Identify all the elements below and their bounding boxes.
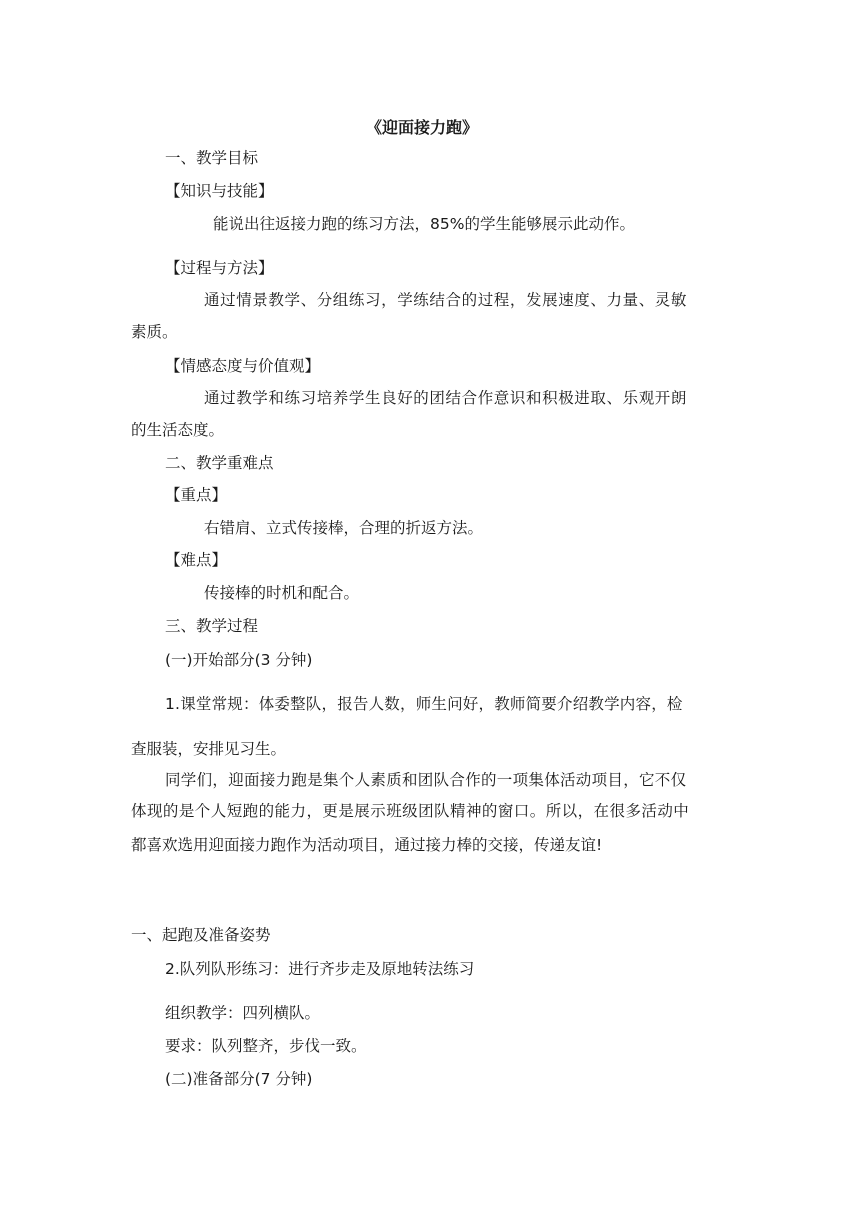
- paragraph-line: 组织教学：四列横队。: [165, 1004, 321, 1022]
- paragraph-line: 1.课堂常规：体委整队，报告人数，师生问好，教师简要介绍教学内容，检: [165, 695, 683, 713]
- paragraph-line: 右错肩、立式传接棒，合理的折返方法。: [204, 519, 484, 537]
- paragraph-line: 要求：队列整齐，步伐一致。: [165, 1037, 367, 1055]
- section-heading: 一、教学目标: [165, 149, 259, 167]
- paragraph-line: 传接棒的时机和配合。: [204, 584, 360, 602]
- subsection-heading: (二)准备部分(7 分钟): [165, 1070, 313, 1088]
- paragraph-line: 2.队列队形练习：进行齐步走及原地转法练习: [165, 960, 475, 978]
- paragraph-line: 都喜欢选用迎面接力跑作为活动项目，通过接力棒的交接，传递友谊!: [131, 836, 603, 854]
- section-heading: 一、起跑及准备姿势: [131, 926, 271, 944]
- paragraph-line: 的生活态度。: [131, 421, 225, 439]
- paragraph-line: 体现的是个人短跑的能力，更是展示班级团队精神的窗口。所以，在很多活动中: [131, 802, 690, 820]
- subsection-heading: (一)开始部分(3 分钟): [165, 651, 313, 669]
- section-heading: 三、教学过程: [165, 617, 259, 635]
- paragraph-line: 通过情景教学、分组练习，学练结合的过程，发展速度、力量、灵敏: [204, 291, 688, 309]
- subsection-heading: 【知识与技能】: [165, 182, 274, 200]
- subsection-heading: 【难点】: [165, 551, 228, 569]
- subsection-heading: 【过程与方法】: [165, 259, 274, 277]
- paragraph-line: 通过教学和练习培养学生良好的团结合作意识和积极进取、乐观开朗: [204, 389, 688, 407]
- paragraph-line: 查服装，安排见习生。: [131, 740, 287, 758]
- subsection-heading: 【重点】: [165, 486, 228, 504]
- section-heading: 二、教学重难点: [165, 454, 274, 472]
- paragraph-line: 素质。: [131, 323, 178, 341]
- document-title: 《迎面接力跑》: [366, 118, 479, 137]
- paragraph-line: 能说出往返接力跑的练习方法，85%的学生能够展示此动作。: [213, 215, 635, 233]
- subsection-heading: 【情感态度与价值观】: [165, 357, 321, 375]
- paragraph-line: 同学们，迎面接力跑是集个人素质和团队合作的一项集体活动项目，它不仅: [165, 771, 687, 789]
